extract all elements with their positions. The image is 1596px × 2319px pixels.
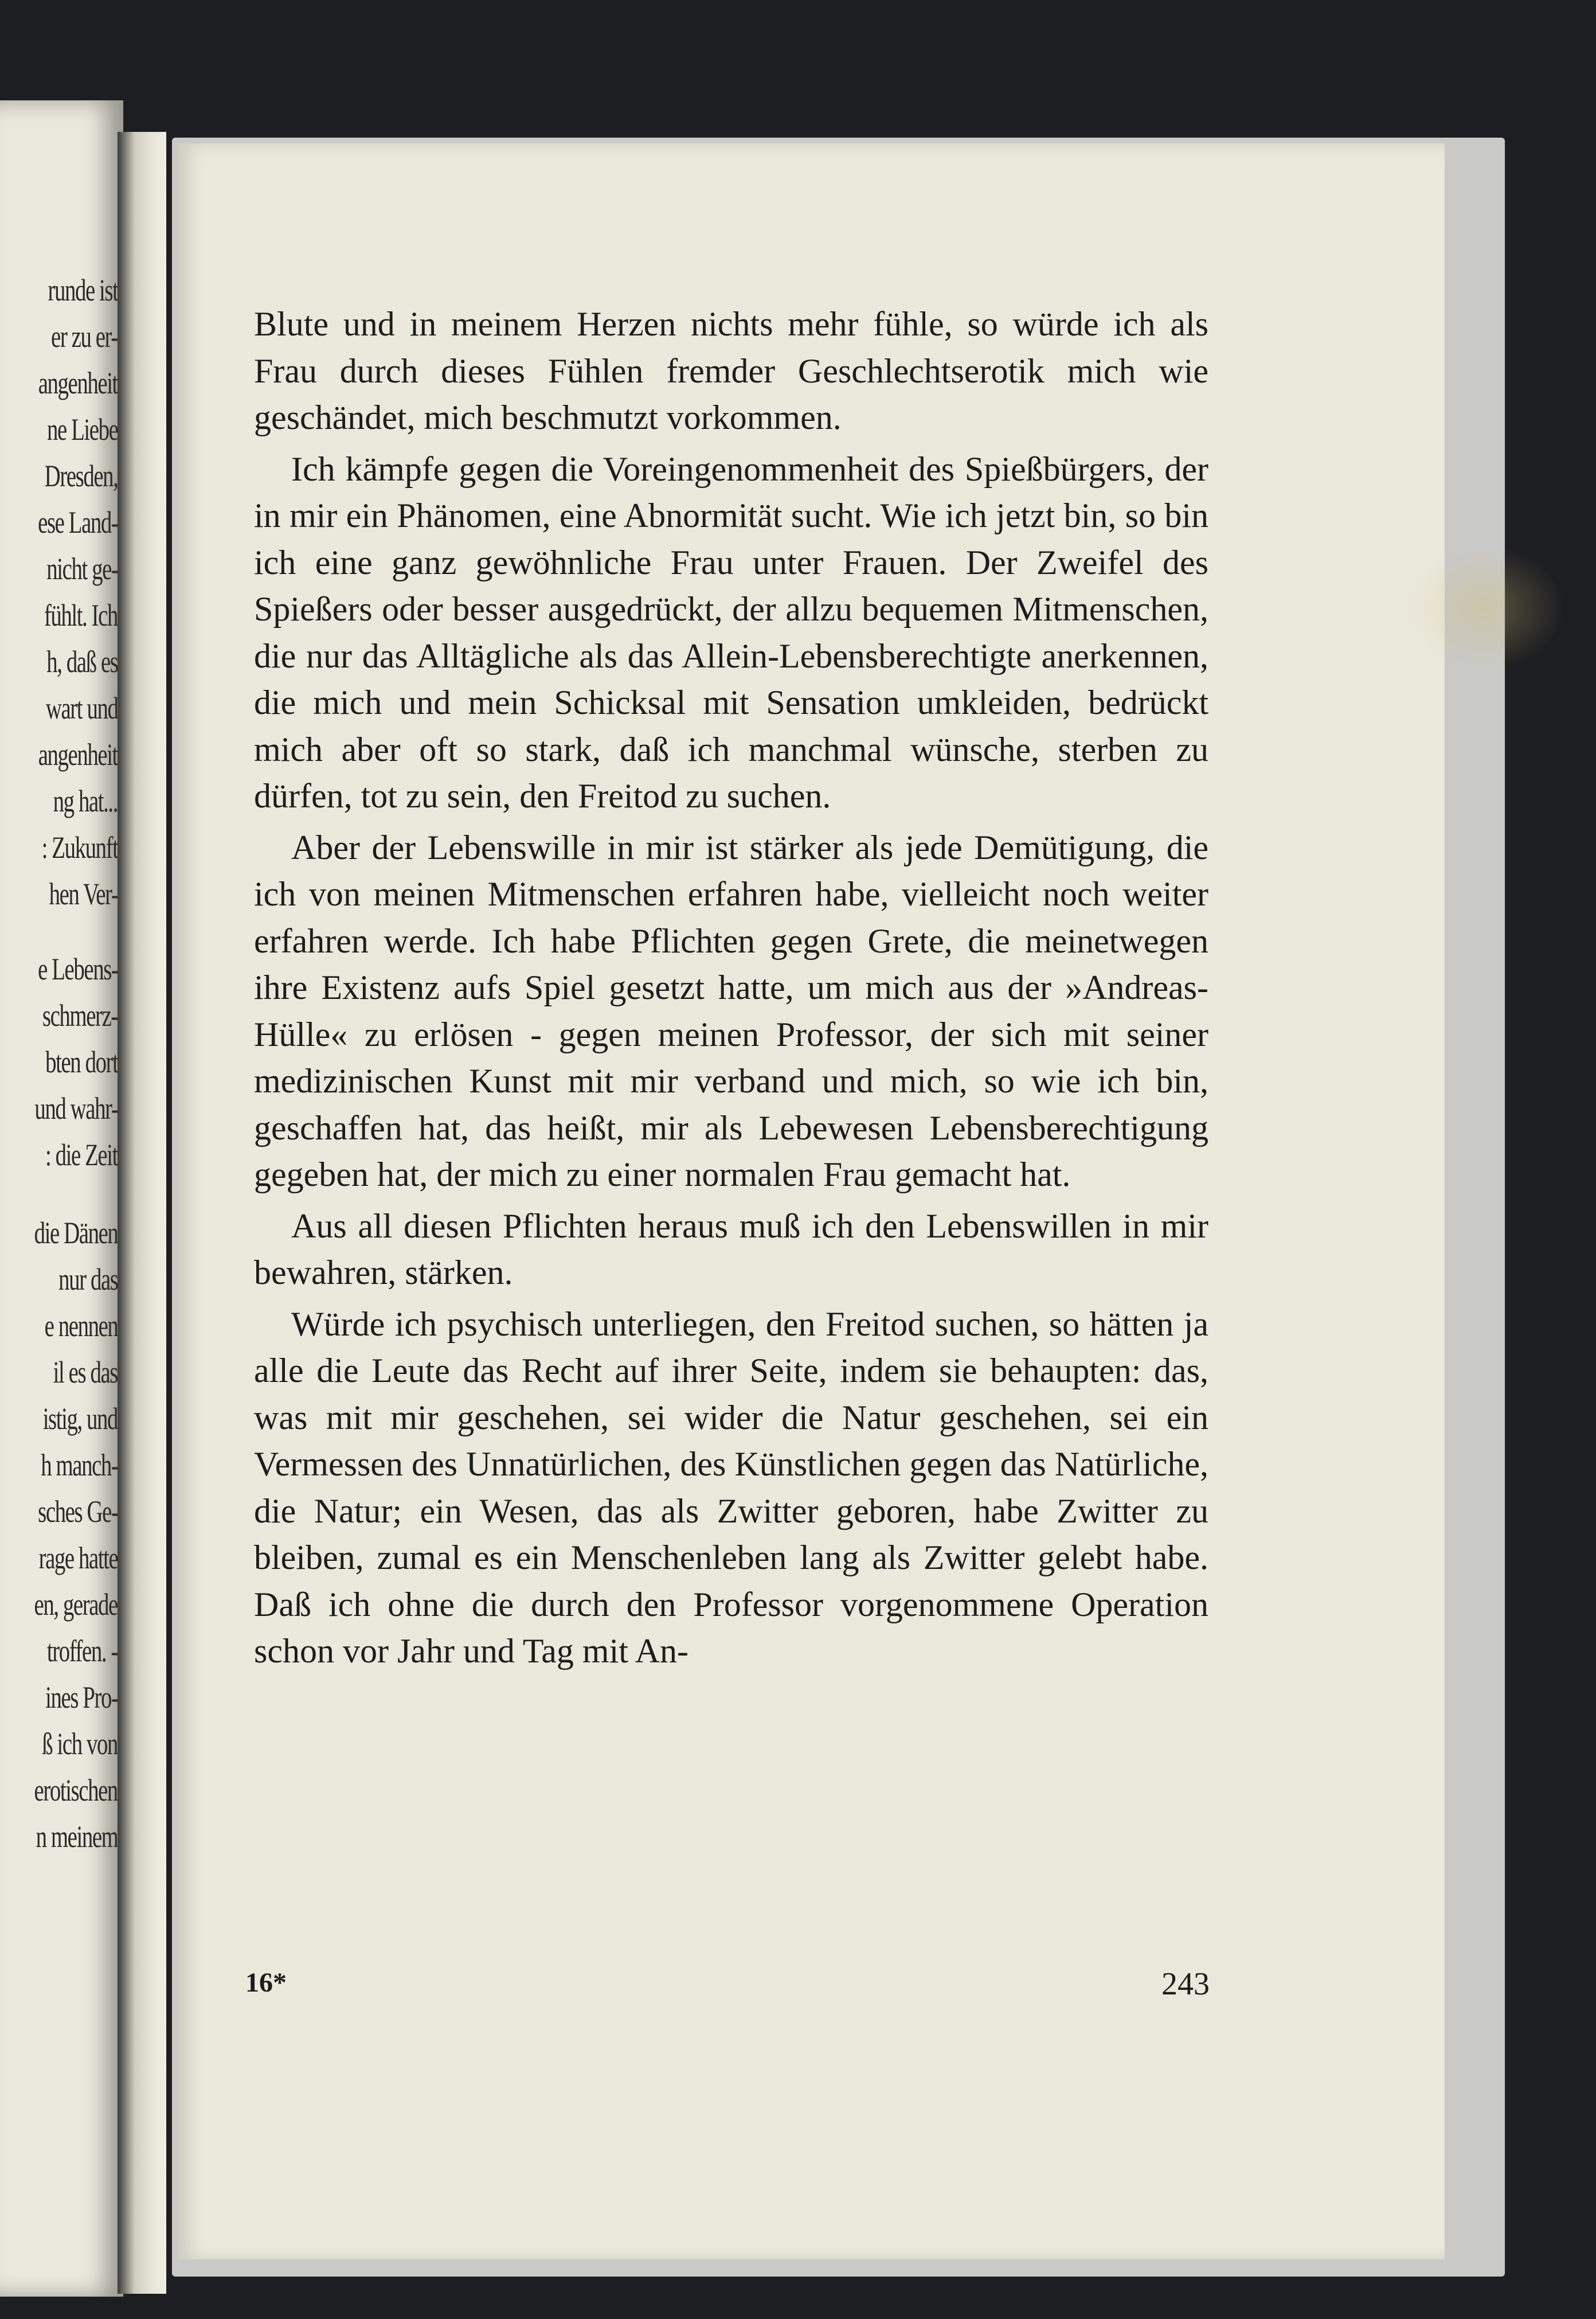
paragraph: Blute und in meinem Herzen nichts mehr fühle, so würde ich als Frau durch dieses Fühlen fremder Geschlechtserotik mich wie geschändet, mich beschmutzt vorkommen. xyxy=(254,305,1208,436)
previous-page-line: ines Pro- xyxy=(45,1680,118,1715)
previous-page-line: il es das xyxy=(53,1355,118,1389)
previous-page-line: troffen. - xyxy=(46,1634,118,1668)
previous-page-line: e Lebens- xyxy=(37,952,118,986)
paragraph: Aber der Lebenswille in mir ist stärker als jede Demütigung, die ich von meinen Mitmenschen erfahren habe, vielleicht noch weiter erfahren werde. Ich habe Pflichten gegen Grete, die meinetwegen ihre Existenz aufs Spiel gesetzt hatte, um mich aus der »Andreas-Hülle« zu erlösen - gegen meinen Professor, der sich mit seiner medizinischen Kunst mit mir verband und mich, so wie ich bin, geschaffen hat, das heißt, mir als Lebewesen Lebensberechtigung gegeben hat, der mich zu einer normalen Frau gemacht hat. xyxy=(254,828,1208,1193)
signature-mark: 16* xyxy=(245,1967,287,1998)
previous-page-line: nicht ge- xyxy=(46,552,118,586)
paragraph: Würde ich psychisch unterliegen, den Freitod suchen, so hätten ja alle die Leute das Recht auf ihrer Seite, indem sie behaupten: das, was mit mir geschehen, sei wider die Natur geschehen, sei ein Vermessen des Unnatürlichen, des Künstlichen gegen das Natürliche, die Natur; ein Wesen, das als Zwitter geboren, habe Zwitter zu bleiben, zumal es ein Menschenleben lang als Zwitter gelebt habe. Daß ich ohne die durch den Professor vorgenommene Operation schon vor Jahr und Tag mit An- xyxy=(254,1305,1208,1670)
previous-page-line: sches Ge- xyxy=(37,1494,118,1529)
book-gutter xyxy=(118,132,166,2294)
paper-stain xyxy=(1405,545,1565,671)
previous-page-line: ß ich von xyxy=(42,1727,118,1761)
previous-page-line: schmerz- xyxy=(42,998,118,1033)
previous-page-line: bten dort xyxy=(45,1045,118,1079)
previous-page-line: en, gerade xyxy=(34,1587,118,1622)
previous-page xyxy=(0,100,123,2297)
previous-page-line: runde ist xyxy=(47,273,118,307)
previous-page-line: und wahr- xyxy=(34,1091,118,1126)
previous-page-line: angenheit xyxy=(38,366,118,400)
previous-page-line: h manch- xyxy=(40,1448,118,1482)
previous-page-line: hen Ver- xyxy=(49,877,118,911)
previous-page-line: nur das xyxy=(58,1262,118,1297)
previous-page-line: Dresden, xyxy=(44,459,118,493)
previous-page-line: e nennen xyxy=(44,1309,118,1343)
previous-page-line: fühlt. Ich xyxy=(44,598,118,633)
page-body-text xyxy=(254,301,1208,1675)
previous-page-line: n meinem xyxy=(36,1820,118,1854)
previous-page-line: ne Liebe xyxy=(46,412,118,447)
previous-page-line: : Zukunft xyxy=(41,830,118,865)
previous-page-line: wart und xyxy=(45,691,118,725)
previous-page-line: ng hat... xyxy=(53,784,118,818)
previous-page-line: istig, und xyxy=(42,1401,118,1436)
previous-page-line: h, daß es xyxy=(46,645,118,679)
previous-page-line: er zu er- xyxy=(51,319,118,354)
paragraph: Aus all diesen Pflichten heraus muß ich den Lebenswillen in mir bewahren, stärken. xyxy=(254,1207,1208,1291)
previous-page-line: angenheit xyxy=(38,737,118,772)
previous-page-line: erotischen xyxy=(34,1773,118,1807)
previous-page-line: rage hatte xyxy=(38,1541,118,1575)
previous-page-line: : die Zeit xyxy=(45,1138,118,1172)
previous-page-line: ese Land- xyxy=(37,505,118,540)
page-number: 243 xyxy=(1161,1966,1210,2002)
paragraph: Ich kämpfe gegen die Voreingenommenheit des Spießbürgers, der in mir ein Phänomen, eine Abnormität sucht. Wie ich jetzt bin, so bin ich eine ganz gewöhnliche Frau unter Frauen. Der Zweifel des Spießers oder besser ausgedrückt, der allzu bequemen Mitmenschen, die nur das Alltägliche als das Allein-Lebensberechtigte anerkennen, die mich und mein Schicksal mit Sensation umkleiden, bedrückt mich aber oft so stark, daß ich manchmal wünsche, sterben zu dürfen, tot zu sein, den Freitod zu suchen. xyxy=(254,450,1208,815)
previous-page-line: die Dänen xyxy=(34,1216,118,1250)
